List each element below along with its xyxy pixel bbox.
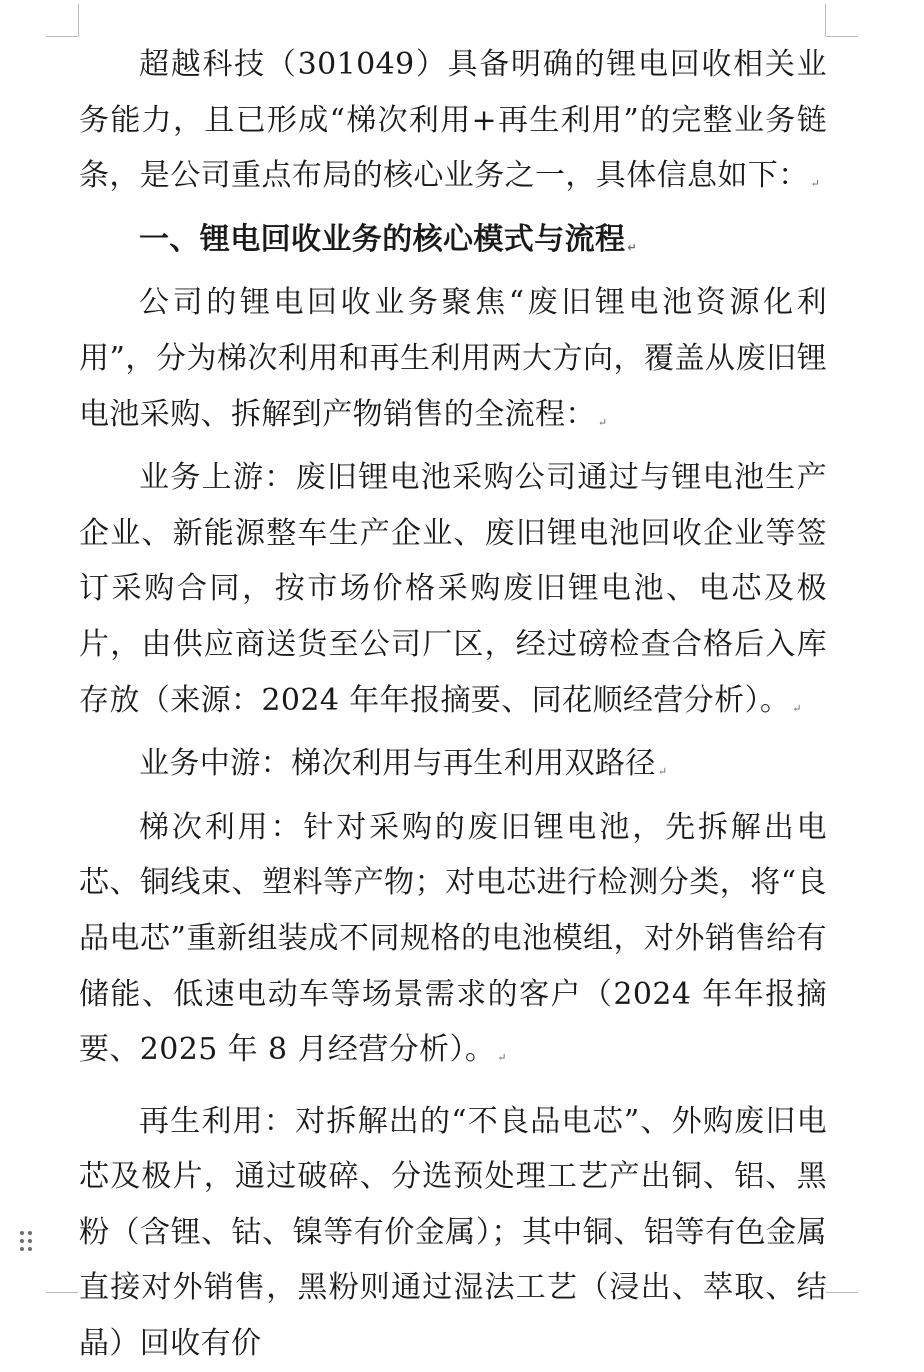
paragraph-mark-icon: ↵ [597,415,608,429]
paragraph-intro[interactable] [79,37,827,212]
paragraph-upstream[interactable] [79,450,827,736]
paragraph-text: 再生利用：对拆解出的“不良品电芯”、外购废旧电芯及极片，通过破碎、分选预处理工艺产出铜、铝、黑粉（含锂、钴、镍等有价金属）；其中铜、铝等有色金属直接对外销售，黑粉则通过湿法工艺（浸出、萃取、结晶）回收有价 [79,1103,827,1362]
paragraph-text: 超越科技（301049）具备明确的锂电回收相关业务能力，且已形成“梯次利用+再生利用”的完整业务链条，是公司重点布局的核心业务之一，具体信息如下： [79,47,827,194]
paragraph-text: 业务上游：废旧锂电池采购公司通过与锂电池生产企业、新能源整车生产企业、废旧锂电池回收企业等签订采购合同，按市场价格采购废旧锂电池、电芯及极片，由供应商送货至公司厂区，经过磅检查合格后入库存放（来源：2024 年年报摘要、同花顺经营分析）。 [79,460,827,718]
paragraph-overview[interactable] [79,275,827,450]
heading-text: 一、锂电回收业务的核心模式与流程 [139,221,626,257]
paragraph-recycling[interactable] [79,1094,827,1372]
paragraph-cascade-use[interactable] [79,800,827,1086]
paragraph-mark-icon: ↵ [792,701,802,715]
paragraph-text: 公司的锂电回收业务聚焦“废旧锂电池资源化利用”，分为梯次利用和再生利用两大方向，覆盖从废旧锂电池采购、拆解到产物销售的全流程： [79,285,827,432]
crop-mark-bottom-right [826,1292,858,1293]
document-body[interactable] [79,37,827,1372]
drag-handle-icon[interactable] [19,1230,35,1254]
paragraph-mark-icon: ↵ [810,177,820,191]
crop-mark-top-left [46,36,78,37]
paragraph-mark-icon: ↵ [657,765,668,779]
paragraph-text: 业务中游：梯次利用与再生利用双路径 [139,746,656,782]
crop-mark-top-right [826,36,858,37]
paragraph-midstream[interactable] [79,736,827,800]
section-heading[interactable] [79,212,827,276]
crop-mark-top-right [825,4,826,36]
paragraph-mark-icon: ↵ [627,240,637,254]
paragraph-mark-icon: ↵ [497,1051,507,1065]
crop-mark-top-left [78,4,79,36]
crop-mark-bottom-left [46,1292,78,1293]
paragraph-text: 梯次利用：针对采购的废旧锂电池，先拆解出电芯、铜线束、塑料等产物；对电芯进行检测分类，将“良品电芯”重新组装成不同规格的电池模组，对外销售给有储能、低速电动车等场景需求的客户（2024 年年报摘要、2025 年 8 月经营分析）。 [79,809,827,1068]
